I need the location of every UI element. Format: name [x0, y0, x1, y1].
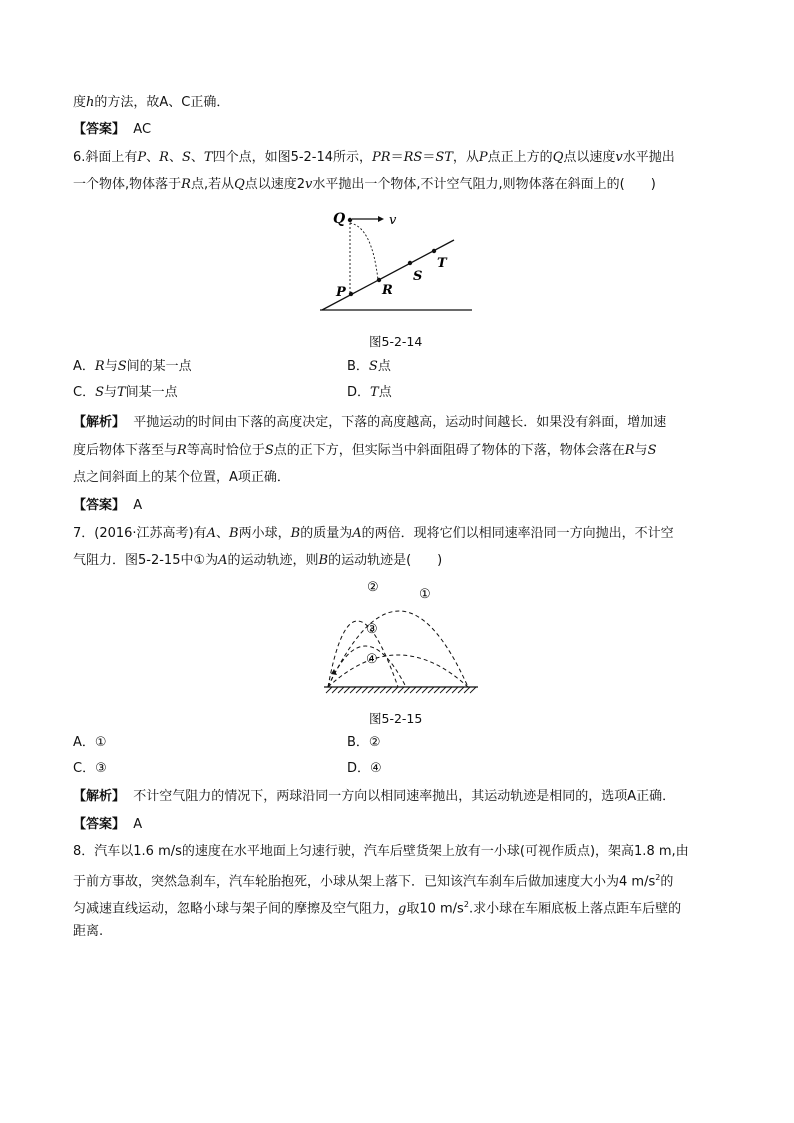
point-S [408, 261, 412, 265]
point-Q [348, 218, 352, 222]
answer-label: 【答案】 [73, 122, 126, 137]
q7-option-a: A．① [73, 735, 107, 750]
velocity-arrow-head [378, 216, 384, 222]
q6-answer-line [73, 497, 142, 515]
q6-analysis-line1: 【解析】 平抛运动的时间由下落的高度决定，下落的高度越高，运动时间越长．如果没有斜面，增加速 [73, 415, 667, 430]
label-R: R [382, 283, 393, 298]
answer-label: 【答案】 [73, 498, 126, 513]
point-R [377, 278, 381, 282]
q7-option-b: B．② [347, 735, 381, 750]
q6-stem-line2: 一个物体,物体落于R点,若从Q点以速度2v水平抛出一个物体,不计空气阻力,则物体落在斜面上的( ) [73, 177, 656, 192]
analysis-label: 【解析】 [73, 789, 126, 804]
q6-option-b: B．S点 [347, 359, 391, 374]
q8-stem-line4: 距离. [73, 924, 104, 939]
label-1: ① [419, 587, 431, 602]
trajectory-1 [328, 611, 468, 687]
point-P [349, 292, 353, 296]
q7-option-d: D．④ [347, 761, 382, 776]
q7-option-c: C．③ [73, 761, 107, 776]
q6-option-d: D．T点 [347, 385, 392, 400]
figure-caption: 图5-2-15 [369, 711, 423, 726]
q8-stem-line1: 8．汽车以1.6 m/s的速度在水平地面上匀速行驶，汽车后壁货架上放有一小球(可视作质点)，架高1.8 m,由 [73, 844, 689, 859]
q6-analysis-line3: 点之间斜面上的某个位置，A项正确． [73, 470, 290, 485]
incline-figure [300, 200, 480, 320]
answer-value: AC [133, 122, 152, 137]
label-4: ④ [366, 652, 378, 667]
trajectory-figure [310, 575, 490, 700]
answer-label: 【答案】 [73, 817, 126, 832]
q7-answer-line [73, 816, 142, 834]
label-T: T [437, 256, 447, 271]
text-line: 度h的方法，故A、C正确． [73, 95, 230, 110]
q7-stem-line1: 7．(2016·江苏高考)有A、B两小球，B的质量为A的两倍．现将它们以相同速率沿同一方向抛出，不计空 [73, 526, 674, 541]
label-2: ② [367, 580, 379, 595]
answer-line [73, 121, 151, 139]
trajectory-curve [350, 223, 378, 280]
q7-analysis-line: 【解析】 不计空气阻力的情况下，两球沿同一方向以相同速率抛出，其运动轨迹是相同的，选项A正确． [73, 789, 676, 804]
q6-stem-line1: 6.斜面上有P、R、S、T四个点，如图5-2-14所示，PR＝RS＝ST，从P点正上方的Q点以速度v水平抛出 [73, 150, 675, 165]
label-S: S [413, 269, 423, 284]
q8-stem-line2: 于前方事故，突然急刹车，汽车轮胎抱死，小球从架上落下．已知该汽车刹车后做加速度大小为4 $m/s^2$的 [73, 873, 674, 890]
q6-option-a: A．R与S间的某一点 [73, 359, 192, 374]
q7-stem-line2: 气阻力．图5-2-15中①为A的运动轨迹，则B的运动轨迹是( ) [73, 553, 443, 568]
answer-value: A [133, 498, 143, 513]
q6-option-c: C．S与T间某一点 [73, 385, 178, 400]
label-P: P [336, 285, 346, 300]
analysis-label: 【解析】 [73, 415, 126, 430]
q6-analysis-line2: 度后物体下落至与R等高时恰位于S点的正下方，但实际当中斜面阻碍了物体的下落，物体会落在R与S [73, 443, 657, 458]
label-Q: Q [333, 211, 346, 227]
q8-stem-line3: 匀减速直线运动，忽略小球与架子间的摩擦及空气阻力，g取10 $m/s^2$.求小球在车厢底板上落点距车后壁的 [73, 900, 682, 917]
answer-value: A [133, 817, 143, 832]
trajectory-4 [328, 655, 468, 687]
label-v: v [389, 213, 397, 228]
figure-caption: 图5-2-14 [369, 334, 423, 349]
point-T [432, 249, 436, 253]
ground-hatch [326, 687, 476, 693]
label-3: ③ [366, 622, 378, 637]
